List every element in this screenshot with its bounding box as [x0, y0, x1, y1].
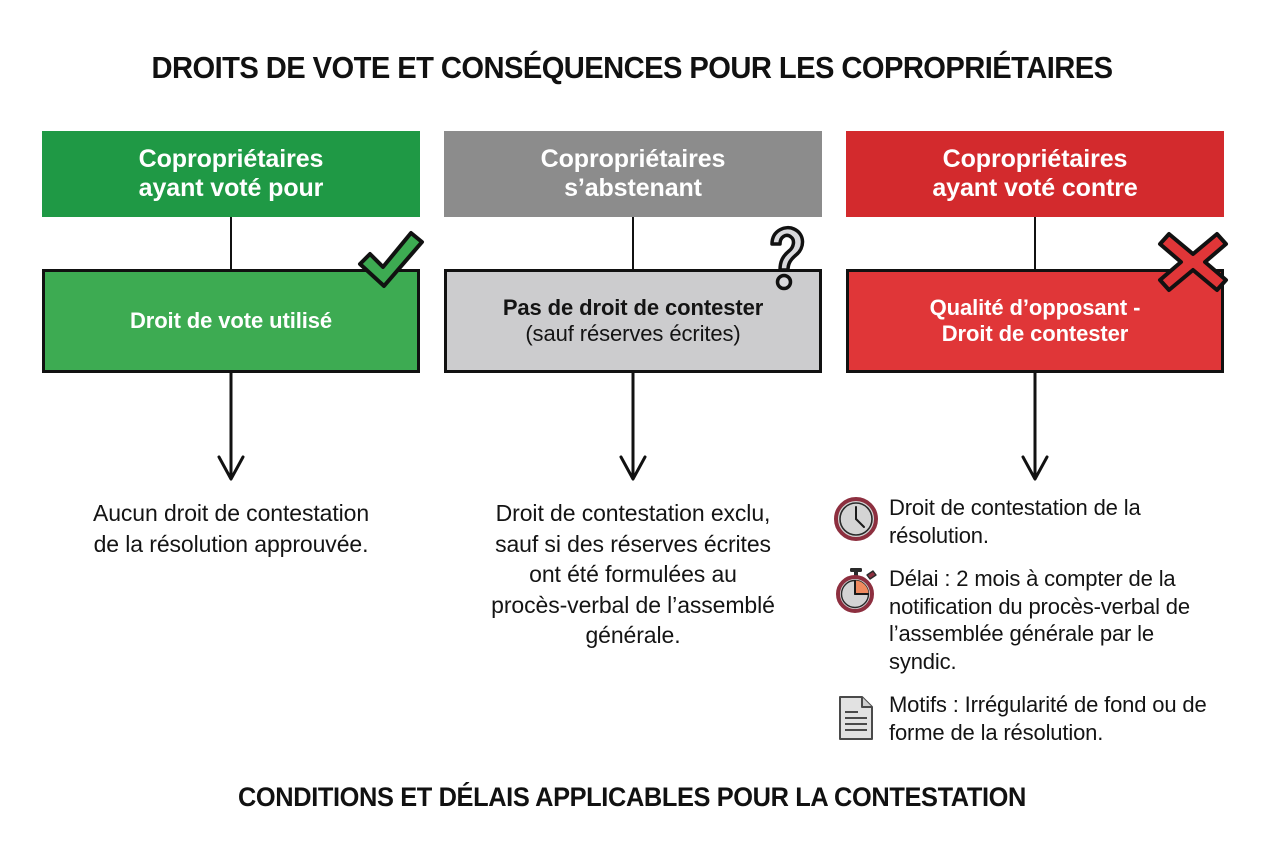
description-line: ont été formulées au: [529, 561, 737, 588]
page-title-bottom: CONDITIONS ET DÉLAIS APPLICABLES POUR LA CONTESTATION: [237, 782, 1027, 812]
description-list-voted-against: [833, 494, 1225, 762]
header-box-abstaining: [444, 131, 822, 217]
description-abstaining: [444, 498, 822, 651]
stopwatch-icon: [833, 567, 879, 613]
description-line: sauf si des réserves écrites: [495, 530, 771, 557]
header-line-2: ayant voté pour: [138, 174, 324, 202]
list-item: [833, 494, 1225, 549]
description-line: Droit de contestation exclu,: [495, 500, 771, 526]
description-line: de la résolution approuvée.: [93, 530, 369, 557]
header-line-2: ayant voté contre: [932, 174, 1138, 202]
header-line-2: s’abstenant: [564, 174, 702, 202]
result-box-voted-for: [42, 269, 420, 373]
list-item: [833, 691, 1225, 746]
list-item: [833, 565, 1225, 675]
connector-line-voted-for: [230, 217, 232, 271]
result-box-abstaining: [444, 269, 822, 373]
result-line-2: Droit de contester: [941, 321, 1129, 346]
clock-icon: [833, 496, 879, 542]
header-line-1: Copropriétaires: [942, 144, 1128, 173]
description-voted-for: [55, 498, 407, 559]
description-line: Aucun droit de contestation: [92, 500, 370, 526]
header-line-1: Copropriétaires: [138, 144, 324, 173]
arrow-voted-for: [213, 373, 249, 485]
result-line-2: (sauf réserves écrites): [525, 321, 741, 346]
connector-line-voted-against: [1034, 217, 1036, 271]
description-line: générale.: [585, 622, 681, 649]
description-line: procès-verbal de l’assemblé: [491, 591, 775, 618]
list-item-text: Droit de contestation de la résolution.: [889, 495, 1141, 548]
arrow-abstaining: [615, 373, 651, 485]
arrow-voted-against: [1017, 373, 1053, 485]
connector-line-abstaining: [632, 217, 634, 271]
result-line-1: Droit de vote utilisé: [129, 308, 333, 334]
header-line-1: Copropriétaires: [540, 144, 726, 173]
header-box-voted-against: [846, 131, 1224, 217]
result-line-1: Pas de droit de contester: [502, 295, 764, 321]
result-box-voted-against: [846, 269, 1224, 373]
list-item-text: Délai : 2 mois à compter de la notification du procès-verbal de l’assemblée générale par le syndic.: [889, 566, 1190, 674]
header-box-voted-for: [42, 131, 420, 217]
page-title-top: DROITS DE VOTE ET CONSÉQUENCES POUR LES COPROPRIÉTAIRES: [151, 50, 1113, 85]
document-icon: [833, 695, 879, 741]
list-item-text: Motifs : Irrégularité de fond ou de forme de la résolution.: [889, 692, 1207, 745]
result-line-1: Qualité d’opposant -: [929, 295, 1141, 321]
